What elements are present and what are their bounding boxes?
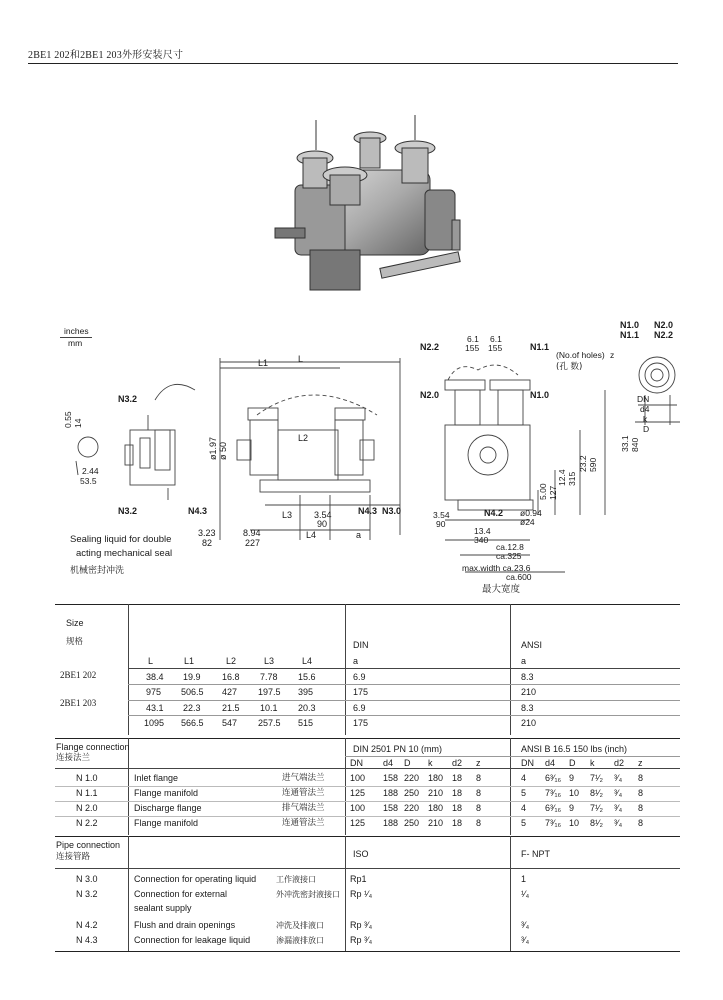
flange-din-cell: 8 (476, 773, 482, 783)
label-n32-top: N3.2 (118, 394, 138, 404)
col-ansi-a: a (521, 656, 527, 666)
label-n10-flange: N1.0 (620, 320, 640, 330)
dim-82: 82 (202, 538, 213, 548)
pipe-table-top-rule (55, 836, 680, 837)
flange-ansi-cell: 4 (521, 773, 527, 783)
flange-din-cell: 250 (404, 788, 420, 798)
dim-a: a (356, 530, 362, 540)
dim-L1: L1 (258, 358, 269, 368)
pipe-iso-cell: Rp ³⁄₄ (350, 920, 373, 930)
pipe-row-code: N 4.3 (76, 935, 98, 945)
size-cell: 43.1 (146, 703, 164, 713)
flange-ansi-col: d2 (614, 758, 625, 768)
flange-din-cell: 100 (350, 803, 366, 813)
size-cell: 7.78 (260, 672, 278, 682)
dim-894: 8.94 (243, 528, 261, 538)
size-cell: 38.4 (146, 672, 164, 682)
col-L4: L4 (302, 656, 313, 666)
flange-ansi-cell: 8 (638, 818, 644, 828)
dim-ø50: ø 50 (218, 441, 228, 460)
pump-photo (270, 110, 480, 300)
dim-134: 13.4 (474, 526, 491, 536)
flange-ansi-cell: 7³⁄₁₆ (545, 818, 562, 828)
dim-L3: L3 (282, 510, 293, 520)
dim-L: L (298, 354, 304, 364)
flange-ansi-col: k (590, 758, 595, 768)
flange-din-cell: 8 (476, 803, 482, 813)
flange-ansi-cell: 8 (638, 773, 644, 783)
flange-din-cell: 220 (404, 773, 420, 783)
dim-ø094: ø0.94 (520, 508, 542, 518)
label-n30: N3.0 (382, 506, 402, 516)
dim-90: 90 (317, 519, 328, 529)
size-cell: 395 (298, 687, 314, 697)
size-cell: 197.5 (258, 687, 281, 697)
flange-din-cell: 8 (476, 788, 482, 798)
pipe-table-bottom-rule (55, 951, 680, 952)
flange-din-cell: 180 (428, 803, 444, 813)
size-row-model: 2BE1 203 (60, 698, 97, 708)
dim-232: 23.2 (578, 455, 588, 472)
header-rule (28, 63, 678, 64)
size-cell: 16.8 (222, 672, 240, 682)
flange-row-code: N 1.1 (76, 788, 98, 798)
dim-354: 3.54 (314, 510, 332, 520)
maxwidth-cn: 最大宽度 (482, 584, 521, 595)
col-L2: L2 (226, 656, 237, 666)
size-cell: 566.5 (181, 718, 204, 728)
flange-ansi-cell: 8¹⁄₂ (590, 788, 603, 798)
flange-ansi-cell: ³⁄₄ (614, 818, 623, 828)
flange-din-col: k (428, 758, 433, 768)
dim-590: 590 (588, 457, 598, 472)
size-cell: 8.3 (521, 672, 534, 682)
flange-ansi-cell: 7¹⁄₂ (590, 803, 603, 813)
holes-cn: (孔 数) (556, 362, 583, 372)
holes-en: (No.of holes) (556, 350, 605, 360)
flange-din-cell: 220 (404, 803, 420, 813)
col-L: L (148, 656, 154, 666)
dim-L4: L4 (306, 530, 317, 540)
seal-note-en2: acting mechanical seal (76, 548, 173, 559)
dim-331: 33.1 (620, 435, 630, 452)
flange-din-cell: 158 (383, 773, 399, 783)
flange-row-name: Inlet flange (134, 773, 179, 783)
flange-row-name: Flange manifold (134, 788, 199, 798)
flange-ansi-cell: 9 (569, 803, 575, 813)
dim-535: 53.5 (80, 476, 97, 486)
dim-500: 5.00 (538, 483, 548, 500)
flange-ansi-cell: 4 (521, 803, 527, 813)
size-cell: 175 (353, 718, 369, 728)
size-cell: 21.5 (222, 703, 240, 713)
pipe-row-name-cn: 外冲洗密封液接口 (276, 890, 340, 899)
pipe-row-name: sealant supply (134, 903, 192, 913)
size-cell: 6.9 (353, 672, 366, 682)
size-cell: 22.3 (183, 703, 201, 713)
flange-din-cell: 18 (452, 818, 463, 828)
dim-ca600: ca.600 (506, 572, 532, 582)
pipe-fnpt: F- NPT (521, 849, 550, 859)
pipe-npt-cell: ³⁄₄ (521, 920, 530, 930)
dim-323: 3.23 (198, 528, 216, 538)
label-n32-bottom: N3.2 (118, 506, 138, 516)
size-cell: 1095 (144, 718, 165, 728)
unit-inches: inches (64, 326, 89, 336)
page-title: 2BE1 202和2BE1 203外形安装尺寸 (28, 50, 184, 61)
flange-ansi-cell: 7¹⁄₂ (590, 773, 603, 783)
pipe-npt-cell: ¹⁄₄ (521, 889, 530, 899)
flange-ansi-col: DN (521, 758, 534, 768)
flange-z: z (610, 350, 615, 360)
flange-din-cell: 180 (428, 773, 444, 783)
dim-155-right: 155 (488, 343, 503, 353)
size-cell: 210 (521, 687, 537, 697)
pipe-row-code: N 3.2 (76, 889, 98, 899)
label-n20: N2.0 (420, 390, 440, 400)
flange-row-name-cn: 连通管法兰 (282, 818, 325, 828)
flange-din-cell: 18 (452, 803, 463, 813)
flange-din-col: d4 (383, 758, 394, 768)
flange-ansi-cell: 8 (638, 803, 644, 813)
flange-row-name-cn: 进气端法兰 (282, 773, 325, 783)
pipe-row-name-cn: 冲洗及排液口 (276, 921, 324, 930)
dim-ø197: ø1.97 (208, 436, 218, 460)
flange-din-title: DIN 2501 PN 10 (mm) (353, 744, 443, 754)
pipe-row-name: Flush and drain openings (134, 920, 236, 930)
flange-table-top-rule (55, 738, 680, 739)
col-L3: L3 (264, 656, 275, 666)
dim-155-left: 155 (465, 343, 480, 353)
size-din-label: DIN (353, 640, 369, 650)
label-n42: N4.2 (484, 508, 504, 518)
label-n43-right: N4.3 (358, 506, 378, 516)
flange-row-code: N 1.0 (76, 773, 98, 783)
flange-din-cell: 100 (350, 773, 366, 783)
pipe-npt-cell: 1 (521, 874, 527, 884)
flange-dn: DN (637, 394, 650, 404)
pipe-iso-cell: Rp ¹⁄₄ (350, 889, 373, 899)
flange-row-code: N 2.0 (76, 803, 98, 813)
flange-ansi-cell: ³⁄₄ (614, 803, 623, 813)
size-cell: 19.9 (183, 672, 201, 682)
size-cell: 975 (146, 687, 162, 697)
dim-244: 2.44 (82, 466, 99, 476)
flange-din-cell: 158 (383, 803, 399, 813)
flange-ansi-cell: 7³⁄₁₆ (545, 788, 562, 798)
size-cell: 515 (298, 718, 314, 728)
flange-row-code: N 2.2 (76, 818, 98, 828)
flange-ansi-cell: 6³⁄₁₆ (545, 773, 562, 783)
pipe-row-code: N 3.0 (76, 874, 98, 884)
flange-din-cell: 125 (350, 818, 366, 828)
flange-ansi-col: D (569, 758, 576, 768)
col-din-a: a (353, 656, 359, 666)
dim-61-right: 6.1 (490, 334, 502, 344)
unit-mm: mm (68, 338, 83, 348)
size-cell: 547 (222, 718, 238, 728)
flange-din-cell: 18 (452, 788, 463, 798)
label-n10: N1.0 (530, 390, 550, 400)
seal-note-cn: 机械密封冲洗 (70, 566, 125, 576)
size-label-en: Size (66, 618, 84, 628)
flange-row-name: Discharge flange (134, 803, 202, 813)
size-cell: 427 (222, 687, 238, 697)
flange-row-name-cn: 连通管法兰 (282, 788, 325, 798)
size-label-cn: 规格 (66, 637, 84, 647)
flange-ansi-cell: 8 (638, 788, 644, 798)
flange-ansi-cell: 5 (521, 818, 527, 828)
flange-din-cell: 210 (428, 818, 444, 828)
pipe-title-en: Pipe connection (56, 840, 121, 850)
flange-k: k (643, 414, 648, 424)
pipe-iso: ISO (353, 849, 369, 859)
size-row-model: 2BE1 202 (60, 670, 97, 680)
pipe-row-code: N 4.2 (76, 920, 98, 930)
size-cell: 8.3 (521, 703, 534, 713)
dim-354b: 3.54 (433, 510, 450, 520)
dim-ca325: ca.325 (496, 551, 522, 561)
label-n20-flange: N2.0 (654, 320, 674, 330)
label-n43-left: N4.3 (188, 506, 208, 516)
dim-840: 840 (630, 437, 640, 452)
flange-d4: d4 (640, 404, 650, 414)
flange-ansi-col: d4 (545, 758, 556, 768)
pipe-row-name: Connection for external (134, 889, 228, 899)
dim-14: 14 (73, 418, 83, 428)
flange-din-col: d2 (452, 758, 463, 768)
flange-title-en: Flange connection (56, 742, 130, 752)
dim-ca128: ca.12.8 (496, 542, 524, 552)
flange-ansi-cell: 10 (569, 818, 580, 828)
dim-127: 127 (548, 485, 558, 500)
dim-90b: 90 (436, 519, 446, 529)
flange-ansi-cell: 6³⁄₁₆ (545, 803, 562, 813)
dim-L2: L2 (298, 433, 309, 443)
size-cell: 257.5 (258, 718, 281, 728)
flange-din-cell: 125 (350, 788, 366, 798)
pipe-title-cn: 连接管路 (56, 852, 91, 862)
col-L1: L1 (184, 656, 195, 666)
size-ansi-label: ANSI (521, 640, 543, 650)
flange-din-col: DN (350, 758, 363, 768)
dim-maxwidth: max.width ca.23.6 (462, 563, 531, 573)
flange-din-cell: 188 (383, 788, 399, 798)
dim-055: 0.55 (63, 411, 73, 428)
size-cell: 6.9 (353, 703, 366, 713)
flange-ansi-cell: 8¹⁄₂ (590, 818, 603, 828)
size-cell: 20.3 (298, 703, 316, 713)
flange-din-cell: 188 (383, 818, 399, 828)
flange-row-name: Flange manifold (134, 818, 199, 828)
dim-315: 315 (567, 471, 577, 486)
flange-din-cell: 210 (428, 788, 444, 798)
size-table-top-rule (55, 604, 680, 605)
size-cell: 10.1 (260, 703, 278, 713)
dim-227: 227 (245, 538, 261, 548)
dim-ø24: ø24 (520, 517, 535, 527)
label-n22-flange: N2.2 (654, 330, 674, 340)
flange-ansi-cell: 10 (569, 788, 580, 798)
pipe-row-name: Connection for leakage liquid (134, 935, 251, 945)
flange-ansi-cell: 5 (521, 788, 527, 798)
label-n11-flange: N1.1 (620, 330, 640, 340)
size-cell: 210 (521, 718, 537, 728)
label-n11: N1.1 (530, 342, 550, 352)
dim-124: 12.4 (557, 469, 567, 486)
size-cell: 15.6 (298, 672, 316, 682)
size-cell: 175 (353, 687, 369, 697)
pipe-row-name: Connection for operating liquid (134, 874, 257, 884)
flange-title-cn: 连接法兰 (56, 753, 91, 763)
flange-D: D (643, 424, 650, 434)
flange-din-cell: 18 (452, 773, 463, 783)
flange-ansi-cell: 9 (569, 773, 575, 783)
flange-din-col: z (476, 758, 481, 768)
pipe-iso-cell: Rp1 (350, 874, 367, 884)
pipe-iso-cell: Rp ³⁄₄ (350, 935, 373, 945)
pipe-row-name-cn: 渗漏液排放口 (276, 936, 324, 945)
flange-din-cell: 250 (404, 818, 420, 828)
dim-61-left: 6.1 (467, 334, 479, 344)
pipe-npt-cell: ³⁄₄ (521, 935, 530, 945)
flange-din-cell: 8 (476, 818, 482, 828)
flange-ansi-cell: ³⁄₄ (614, 788, 623, 798)
dim-340: 340 (474, 535, 489, 545)
seal-note-en1: Sealing liquid for double (70, 534, 172, 545)
label-n22: N2.2 (420, 342, 440, 352)
size-cell: 506.5 (181, 687, 204, 697)
flange-row-name-cn: 排气端法兰 (282, 803, 325, 813)
flange-din-col: D (404, 758, 411, 768)
flange-ansi-cell: ³⁄₄ (614, 773, 623, 783)
pipe-row-name-cn: 工作液接口 (276, 875, 316, 884)
flange-ansi-title: ANSI B 16.5 150 lbs (inch) (521, 744, 628, 754)
flange-ansi-col: z (638, 758, 643, 768)
